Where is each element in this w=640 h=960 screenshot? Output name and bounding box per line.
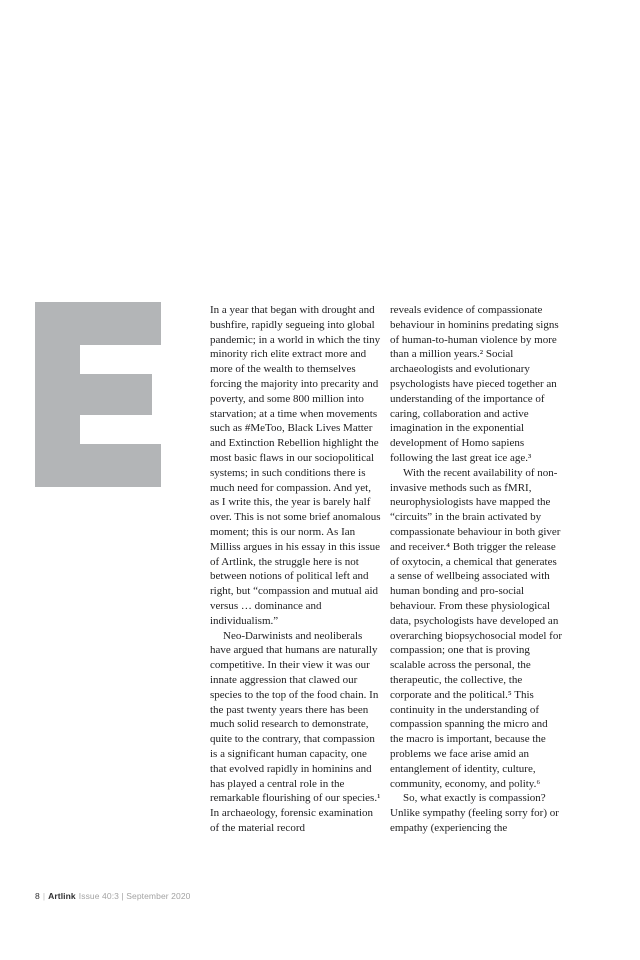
text-column-left bbox=[210, 303, 382, 836]
body-paragraph: Neo-Darwinists and neoliberals have argued that humans are naturally competitive. In their view it was our innate aggression that clawed our species to the top of the food chain. In the past twenty years there has been much solid research to demonstrate, quite to the contrary, that compassion is a significant human capacity, one that evolved rapidly in hominins and has played a central role in the remarkable flourishing of our species.¹ In archaeology, forensic examination of the material record bbox=[210, 629, 381, 834]
dropcap-letter-e bbox=[35, 302, 161, 487]
body-paragraph: In a year that began with drought and bushfire, rapidly segueing into global pandemic; in a world in which the tiny minority rich elite extract more and more of the wealth to themselves forcing the majority into precarity and poverty, and some 800 million into starvation; at a time when movements such as #MeToo, Black Lives Matter and Extinction Rebellion highlight the most basic flaws in our sociopolitical systems; in such conditions there is much need for compassion. And yet, as I write this, the year is barely half over. This is not some brief anomalous moment; this is our norm. As Ian Milliss argues in his essay in this issue of Artlink, the struggle here is not between notions of political left and right, but “compassion and mutual aid versus … dominance and individualism.” bbox=[210, 304, 381, 627]
dropcap-middle-bar bbox=[35, 374, 152, 415]
page-footer bbox=[35, 891, 190, 901]
dropcap-top-bar bbox=[35, 302, 161, 345]
journal-name: Artlink bbox=[48, 891, 76, 901]
text-column-right bbox=[390, 303, 562, 836]
issue-info: Issue 40:3 | September 2020 bbox=[78, 891, 191, 901]
body-paragraph: So, what exactly is compassion? Unlike sympathy (feeling sorry for) or empathy (experiencing the bbox=[390, 792, 559, 834]
dropcap-bottom-bar bbox=[35, 444, 161, 487]
body-paragraph: reveals evidence of compassionate behaviour in hominins predating signs of human-to-human violence by more than a million years.² Social archaeologists and evolutionary psychologists have pieced together an understanding of the importance of caring, collaboration and active imagination in the exponential development of Homo sapiens following the last great ice age.³ bbox=[390, 304, 559, 464]
page-number: 8 bbox=[35, 891, 40, 901]
footer-separator: | bbox=[42, 891, 46, 901]
body-paragraph: With the recent availability of non-invasive methods such as fMRI, neurophysiologists have mapped the “circuits” in the brain activated by compassionate behaviour in both giver and receiver.⁴ Both trigger the release of oxytocin, a chemical that generates a sense of wellbeing associated with human bonding and pro-social behaviour. From these physiological data, psychologists have developed an overarching biopsychosocial model for compassion; one that is proving scalable across the personal, the therapeutic, the collective, the corporate and the political.⁵ This continuity in the understanding of compassion spanning the micro and the macro is important, because the problems we face arise amid an entanglement of identity, culture, community, economy, and polity.⁶ bbox=[390, 466, 562, 790]
